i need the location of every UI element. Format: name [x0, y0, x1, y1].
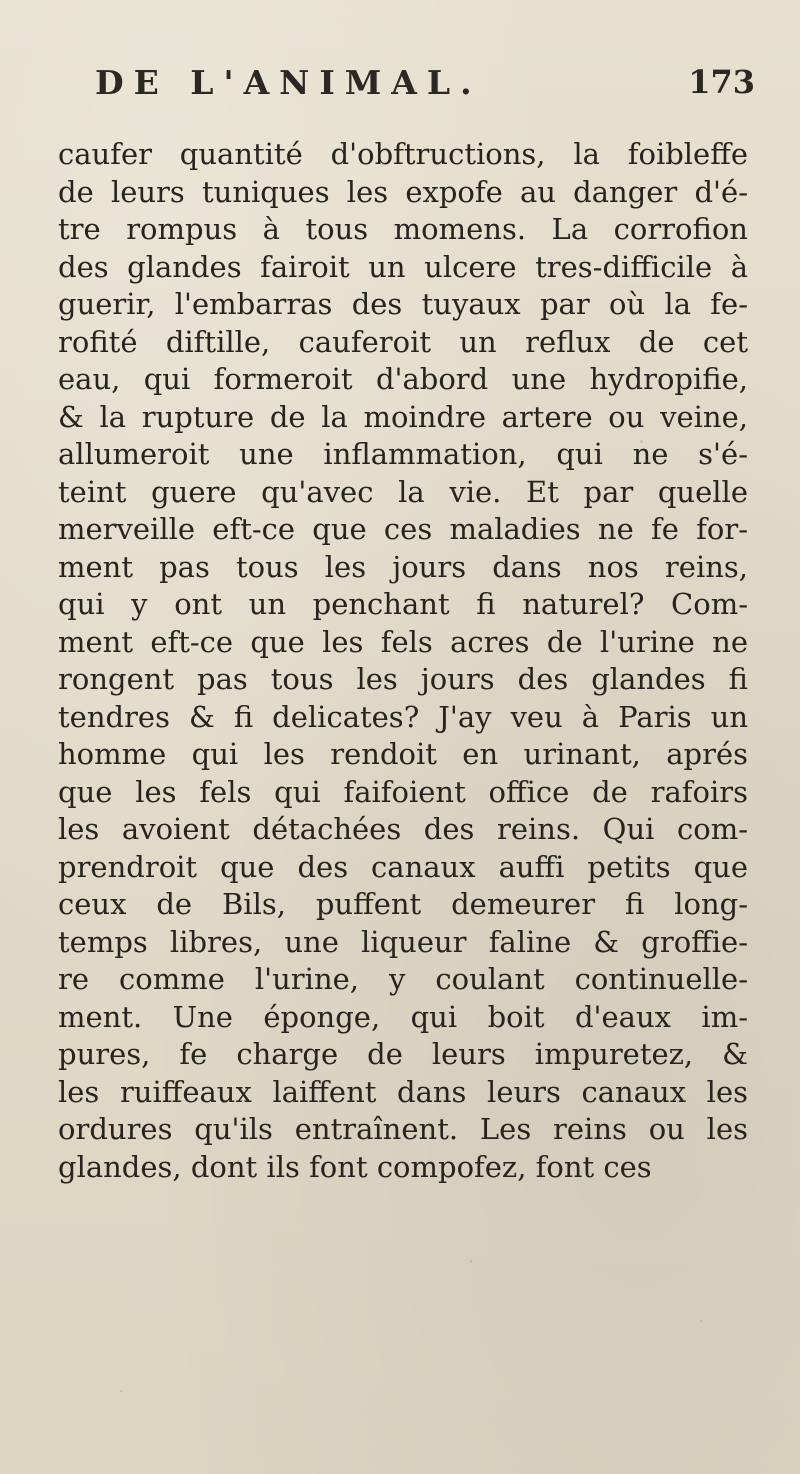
text-line-28: glandes, dont ils font compofez, font ces	[58, 1149, 652, 1184]
paper-speck	[700, 1320, 702, 1322]
text-line-2: de leurs tuniques les expofe au danger d'é-	[58, 174, 748, 209]
text-line-16: tendres & fi delicates? J'ay veu à Paris un	[58, 699, 748, 734]
paper-speck	[120, 1390, 123, 1392]
text-line-10: teint guere qu'avec la vie. Et par quelle	[58, 474, 748, 509]
text-line-19: les avoient détachées des reins. Qui com-	[58, 812, 748, 846]
text-line-22: temps libres, une liqueur faline & groffie-	[58, 924, 748, 959]
text-line-11: merveille eft-ce que ces maladies ne fe for-	[58, 512, 748, 546]
text-line-5: guerir, l'embarras des tuyaux par où la fe-	[58, 287, 748, 321]
page-number: 173	[688, 63, 755, 101]
text-line-18: que les fels qui faifoient office de rafoirs	[58, 774, 748, 809]
paper-speck	[640, 440, 643, 443]
paper-speck	[470, 1260, 472, 1263]
text-line-24: ment. Une éponge, qui boit d'eaux im-	[58, 999, 748, 1034]
text-line-13: qui y ont un penchant fi naturel? Com-	[58, 587, 748, 621]
text-line-25: pures, fe charge de leurs impuretez, &	[58, 1037, 748, 1071]
body-text	[58, 136, 748, 1186]
text-line-8: & la rupture de la moindre artere ou veine,	[58, 399, 748, 434]
text-line-9: allumeroit une inflammation, qui ne s'é-	[58, 437, 748, 471]
running-title: DE L'ANIMAL.	[95, 63, 482, 102]
text-line-4: des glandes fairoit un ulcere tres-difficile à	[58, 249, 748, 284]
text-line-12: ment pas tous les jours dans nos reins,	[58, 549, 748, 584]
text-line-1: caufer quantité d'obftructions, la foibleffe	[58, 137, 748, 171]
text-line-7: eau, qui formeroit d'abord une hydropifie,	[58, 362, 748, 396]
text-line-15: rongent pas tous les jours des glandes fi	[58, 662, 748, 696]
page-header	[95, 63, 755, 123]
text-line-27: ordures qu'ils entraînent. Les reins ou les	[58, 1112, 748, 1146]
text-line-20: prendroit que des canaux auffi petits que	[58, 849, 748, 884]
text-line-23: re comme l'urine, y coulant continuelle-	[58, 962, 748, 996]
text-line-3: tre rompus à tous momens. La corrofion	[58, 212, 748, 246]
text-line-6: rofité diftille, cauferoit un reflux de cet	[58, 324, 748, 359]
text-line-21: ceux de Bils, puffent demeurer fi long-	[58, 887, 748, 921]
text-line-14: ment eft-ce que les fels acres de l'urine ne	[58, 624, 748, 659]
text-line-17: homme qui les rendoit en urinant, aprés	[58, 737, 748, 771]
text-line-26: les ruiffeaux laiffent dans leurs canaux les	[58, 1074, 748, 1109]
